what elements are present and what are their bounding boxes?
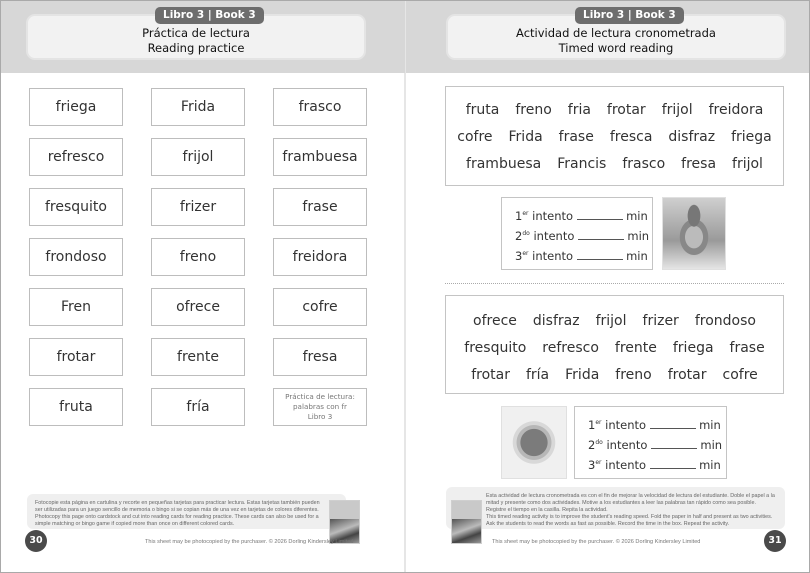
word: fresquito — [464, 339, 527, 356]
attempt-number: 3 — [515, 249, 523, 263]
word: refresco — [542, 339, 599, 356]
attempt-ordinal: er — [595, 459, 602, 466]
word-line — [446, 150, 783, 177]
word-card: fruta — [29, 388, 123, 426]
book-cover-thumbnail — [329, 500, 360, 544]
attempt-number: 1 — [515, 209, 523, 223]
word: fresa — [681, 155, 717, 172]
attempt-row — [515, 224, 652, 244]
attempt-label: intento — [533, 229, 575, 243]
card-row — [29, 88, 367, 126]
word: disfraz — [532, 312, 580, 329]
right-page — [405, 0, 810, 573]
word: fruta — [465, 101, 500, 118]
attempt-ordinal: er — [522, 210, 529, 217]
word-card: freno — [151, 238, 245, 276]
word: frotar — [606, 101, 646, 118]
word: freidora — [708, 101, 764, 118]
word: friega — [672, 339, 714, 356]
label-card — [273, 388, 367, 426]
attempt-row — [588, 433, 726, 453]
word-card: frente — [151, 338, 245, 376]
attempt-unit: min — [626, 249, 648, 263]
page-title-es: Actividad de lectura cronometrada — [516, 26, 716, 40]
bowl-photo — [501, 406, 567, 479]
page-title-es: Práctica de lectura — [142, 26, 250, 40]
attempt-row — [588, 453, 726, 473]
word: frase — [729, 339, 765, 356]
word: Frida — [565, 366, 600, 383]
child-photo — [662, 197, 726, 270]
word-line — [446, 123, 783, 150]
time-blank[interactable] — [577, 208, 623, 220]
word: cofre — [722, 366, 758, 383]
teacher-note-es: Esta actividad de lectura cronometrada es con el fin de mejorar la velocidad de lectura del estudiante. Doble el papel a la mitad y presente como dos actividades. Motive a los estudiantes a leer las palabras tan rápido como sea posible. Registre el tiempo en la casilla. Repita la actividad. — [486, 493, 775, 513]
card-row — [29, 388, 367, 426]
word: freno — [515, 101, 552, 118]
attempt-log-2 — [574, 406, 727, 479]
word: frijol — [732, 155, 763, 172]
attempt-log-1 — [501, 197, 653, 270]
word-card: ofrece — [151, 288, 245, 326]
time-blank[interactable] — [577, 248, 623, 260]
word-card: frijol — [151, 138, 245, 176]
attempt-ordinal: er — [595, 419, 602, 426]
attempt-unit: min — [626, 209, 648, 223]
word: frizer — [642, 312, 679, 329]
word-line — [446, 334, 783, 361]
teacher-note-en: This timed reading activity is to improve the student's reading speed. Fold the paper in half and present as two activities. Ask the students to read the words as fast as possible. Record the time in the box. Repeat the activity. — [486, 514, 773, 527]
teacher-note — [446, 487, 785, 529]
fold-line — [445, 283, 784, 284]
word: disfraz — [668, 128, 716, 145]
word: frente — [614, 339, 657, 356]
time-blank[interactable] — [650, 417, 696, 429]
attempt-label: intento — [605, 418, 647, 432]
word-line — [446, 361, 783, 388]
copyright-line: This sheet may be photocopied by the purchaser. © 2026 Dorling Kindersley Limited — [145, 539, 354, 545]
word-line — [446, 307, 783, 334]
word: frotar — [667, 366, 707, 383]
book-tag: Libro 3 | Book 3 — [575, 7, 684, 24]
teacher-note-en: Photocopy this page onto cardstock and cut into reading cards for reading practice. These cards can also be used for a simple matching or bingo game if copied more than once on different colored cards. — [35, 514, 319, 527]
word-card: freidora — [273, 238, 367, 276]
label-card-line: Libro 3 — [307, 412, 333, 421]
attempt-unit: min — [700, 438, 723, 452]
timed-word-box-2 — [445, 295, 784, 394]
word-card: frizer — [151, 188, 245, 226]
word-line — [446, 96, 783, 123]
time-blank[interactable] — [651, 437, 697, 449]
page-number: 31 — [764, 530, 786, 552]
attempt-ordinal: er — [522, 250, 529, 257]
attempt-number: 3 — [588, 458, 596, 472]
word: Frida — [508, 128, 543, 145]
page-title-en: Timed word reading — [558, 41, 674, 55]
word-card: frondoso — [29, 238, 123, 276]
word-card: frase — [273, 188, 367, 226]
attempt-row — [515, 204, 652, 224]
word: frijol — [595, 312, 627, 329]
attempt-row — [515, 244, 652, 264]
attempt-unit: min — [699, 458, 721, 472]
word: cofre — [457, 128, 493, 145]
word: frondoso — [694, 312, 756, 329]
attempt-label: intento — [532, 209, 574, 223]
card-row — [29, 238, 367, 276]
word-card: cofre — [273, 288, 367, 326]
attempt-ordinal: do — [595, 439, 603, 446]
word-card: refresco — [29, 138, 123, 176]
word: fresca — [609, 128, 653, 145]
timed-word-box-1 — [445, 86, 784, 186]
word-card: fresa — [273, 338, 367, 376]
word: fria — [567, 101, 591, 118]
label-card-line: Práctica de lectura: — [285, 392, 355, 401]
word: Francis — [557, 155, 607, 172]
attempt-unit: min — [699, 418, 721, 432]
book-cover-thumbnail — [451, 500, 482, 544]
teacher-note-es: Fotocopie esta página en cartulina y recorte en pequeñas tarjetas para practicar lectura. Estas tarjetas también pueden ser utilizadas para un juego sencillo de memoria o bingo si se copian más de una vez en tarjetas de colores diferentes. — [35, 500, 320, 513]
card-row — [29, 288, 367, 326]
page-title-en: Reading practice — [147, 41, 245, 55]
teacher-note — [27, 494, 346, 529]
page-number: 30 — [25, 530, 47, 552]
word-card: fría — [151, 388, 245, 426]
word-card: frasco — [273, 88, 367, 126]
word-card: friega — [29, 88, 123, 126]
word: frambuesa — [466, 155, 542, 172]
attempt-label: intento — [606, 438, 648, 452]
copyright-line: This sheet may be photocopied by the purchaser. © 2026 Dorling Kindersley Limited — [492, 539, 701, 545]
word-card-grid — [29, 88, 367, 438]
label-card-line: palabras con fr — [293, 402, 347, 411]
word: ofrece — [473, 312, 517, 329]
attempt-number: 2 — [515, 229, 523, 243]
card-row — [29, 188, 367, 226]
word: frase — [558, 128, 594, 145]
word: fría — [525, 366, 550, 383]
word: friega — [731, 128, 772, 145]
book-tag: Libro 3 | Book 3 — [155, 7, 264, 24]
attempt-number: 2 — [588, 438, 596, 452]
word-card: fresquito — [29, 188, 123, 226]
word-card: Frida — [151, 88, 245, 126]
attempt-label: intento — [605, 458, 647, 472]
word: frotar — [471, 366, 510, 383]
attempt-label: intento — [532, 249, 574, 263]
time-blank[interactable] — [578, 228, 624, 240]
word-card: frambuesa — [273, 138, 367, 176]
attempt-row — [588, 413, 726, 433]
card-row — [29, 138, 367, 176]
attempt-number: 1 — [588, 418, 596, 432]
word: frijol — [661, 101, 693, 118]
word: frasco — [622, 155, 666, 172]
word-card: frotar — [29, 338, 123, 376]
time-blank[interactable] — [650, 457, 696, 469]
card-row — [29, 338, 367, 376]
word-card: Fren — [29, 288, 123, 326]
attempt-ordinal: do — [522, 230, 530, 237]
word: freno — [615, 366, 652, 383]
attempt-unit: min — [627, 229, 650, 243]
